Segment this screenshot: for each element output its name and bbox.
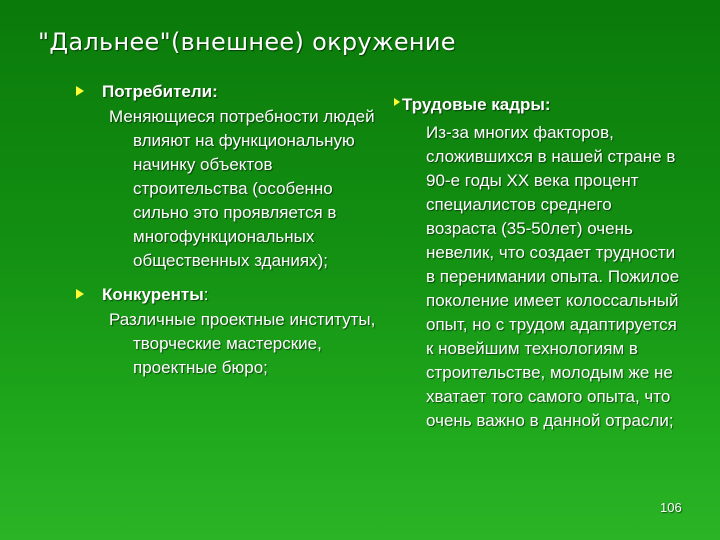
competitors-text: Различные проектные институты, творческие мастерские, проектные бюро;: [109, 310, 376, 377]
workforce-heading: Трудовые кадры:: [402, 95, 551, 114]
bullet-workforce: [394, 95, 684, 115]
slide-title: "Дальнее"(внешнее) окружение: [38, 28, 456, 56]
bullet-arrow-icon: [76, 86, 84, 96]
bullet-consumers: [76, 82, 376, 102]
competitors-heading: Конкуренты: [102, 285, 204, 304]
page-number: 106: [660, 500, 682, 515]
right-column: [394, 95, 684, 433]
bullet-arrow-icon: [394, 98, 400, 106]
consumers-text: Меняющиеся потребности людей влияют на функциональную начинку объектов строительства (особенно сильно это проявляется в многофункциональных общественных зданиях);: [109, 107, 375, 270]
bullet-arrow-icon: [76, 289, 84, 299]
consumers-heading: Потребители:: [102, 82, 218, 101]
bullet-competitors: [76, 285, 376, 305]
left-column: [76, 82, 376, 380]
workforce-text: Из-за многих факторов, сложившихся в нашей стране в 90-е годы XX века процент специалистов среднего возраста (35-50лет) очень невелик, что создает трудности в перенимании опыта. Пожилое поколение имеет колоссальный опыт, но с трудом адаптируется к новейшим технологиям в строительстве, молодым же не хватает того самого опыта, что очень важно в данной отрасли;: [426, 123, 680, 430]
competitors-heading-suffix: :: [203, 285, 209, 304]
